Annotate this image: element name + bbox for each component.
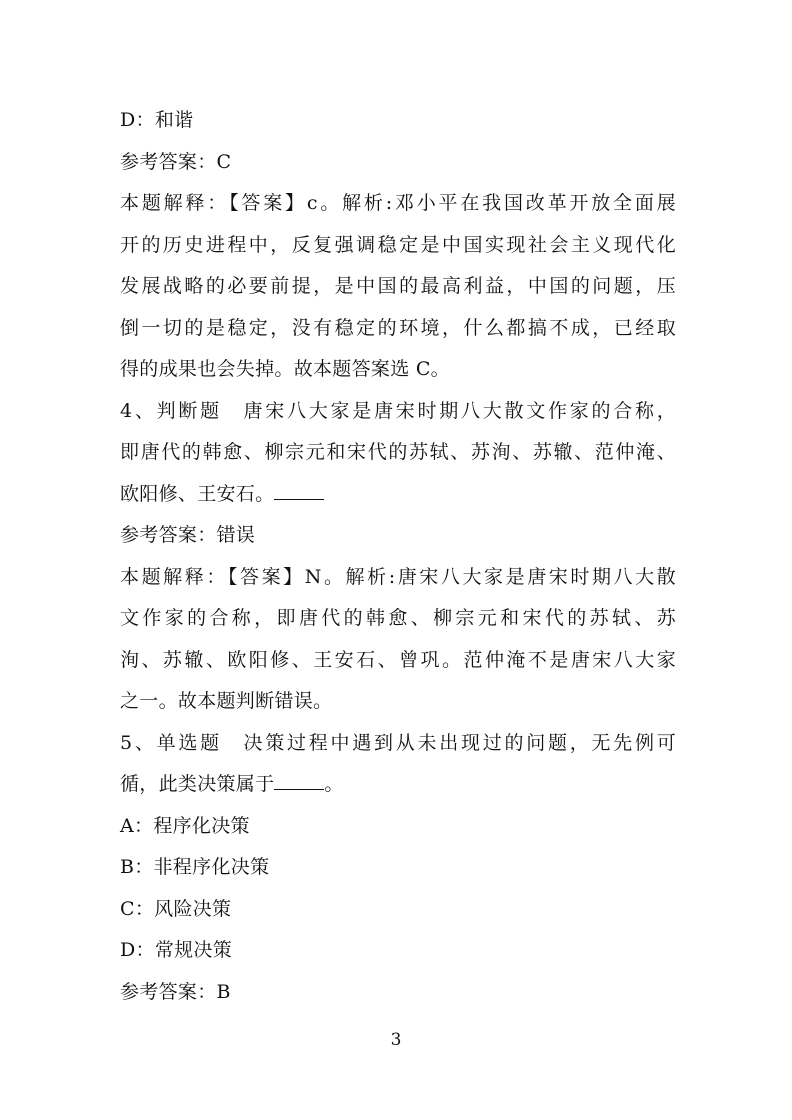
page-number: 3 xyxy=(390,1030,402,1050)
explanation-line: 本题解释：【答案】c。解析:邓小平在我国改革开放全面展 xyxy=(120,192,676,214)
question-text: 循，此类决策属于 xyxy=(120,773,275,795)
option-a: A：程序化决策 xyxy=(120,814,250,837)
prev-option-d: D：和谐 xyxy=(120,109,194,131)
explanation-line: 本题解释：【答案】N。解析:唐宋八大家是唐宋时期八大散 xyxy=(120,565,676,588)
question-text: 欧阳修、王安石。 xyxy=(120,482,275,505)
explanation-line: 倒一切的是稳定，没有稳定的环境，什么都搞不成，已经取 xyxy=(120,316,676,339)
question-line: 即唐代的韩愈、柳宗元和宋代的苏轼、苏洵、苏辙、范仲淹、 xyxy=(120,441,676,463)
prev-answer: 参考答案：C xyxy=(120,150,232,173)
answer-blank xyxy=(274,775,324,790)
question-text-end: 。 xyxy=(324,773,344,795)
prev-explanation xyxy=(120,183,676,391)
page-content xyxy=(120,100,676,1013)
explanation-line: 洵、苏辙、欧阳修、王安石、曾巩。范仲淹不是唐宋八大家 xyxy=(120,648,676,671)
explanation-line: 得的成果也会失掉。故本题答案选 C。 xyxy=(120,358,450,380)
question-4-answer: 参考答案：错误 xyxy=(120,524,256,546)
question-4 xyxy=(120,391,676,723)
question-line: 4、判断题 唐宋八大家是唐宋时期八大散文作家的合称， xyxy=(120,399,676,422)
option-c: C：风险决策 xyxy=(120,897,232,920)
explanation-line: 之一。故本题判断错误。 xyxy=(120,690,333,712)
option-d: D：常规决策 xyxy=(120,939,233,961)
question-line-last xyxy=(120,764,676,806)
answer-blank xyxy=(274,485,324,500)
explanation-line: 文作家的合称，即唐代的韩愈、柳宗元和宋代的苏轼、苏 xyxy=(120,607,676,629)
explanation-line: 开的历史进程中，反复强调稳定是中国实现社会主义现代化 xyxy=(120,233,676,256)
question-5-answer: 参考答案：B xyxy=(120,980,231,1003)
explanation-line: 发展战略的必要前提，是中国的最高利益，中国的问题，压 xyxy=(120,275,676,297)
question-5 xyxy=(120,723,676,1014)
question-line: 5、单选题 决策过程中遇到从未出现过的问题，无先例可 xyxy=(120,731,676,754)
option-b: B：非程序化决策 xyxy=(120,856,270,878)
question-line-last xyxy=(120,474,676,516)
